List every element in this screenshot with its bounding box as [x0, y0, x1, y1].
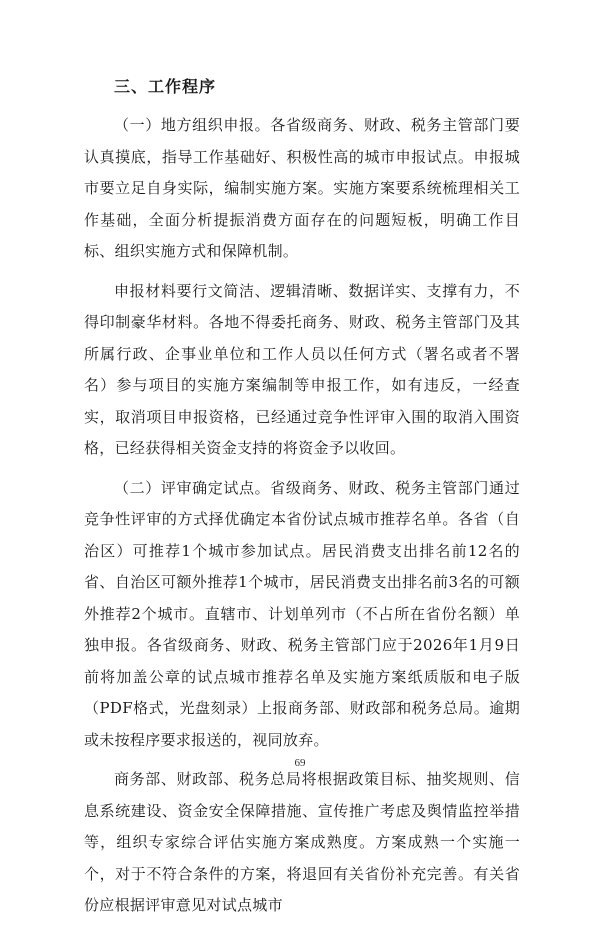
page-number: 69 — [294, 757, 306, 769]
paragraph-application-materials: 申报材料要行文简洁、逻辑清晰、数据详实、支撑有力，不得印制豪华材料。各地不得委托商务、财政、税务主管部门及其所属行政、企事业单位和工作人员以任何方式（署名或者不署名）参与项目的实施方案编制等申报工作，如有违反，一经查实，取消项目申报资格，已经通过竞争性评审入围的取消入围资格，已经获得相关资金支持的将资金予以收回。 — [84, 281, 520, 457]
paragraph-review-pilot: （二）评审确定试点。省级商务、财政、税务主管部门通过竞争性评审的方式择优确定本省份试点城市推荐名单。各省（自治区）可推荐1个城市参加试点。居民消费支出排名前12名的省、自治区可额外推荐1个城市，居民消费支出排名前3名的可额外推荐2个城市。直辖市、计划单列市（不占所在省份名额）单独申报。各省级商务、财政、税务主管部门应于2026年1月9日前将加盖公章的试点城市推荐名单及实施方案纸质版和电子版（PDF格式，光盘刻录）上报商务部、财政部和税务总局。逾期或未按程序要求报送的，视同放弃。 — [84, 478, 520, 749]
paragraph-local-application: （一）地方组织申报。各省级商务、财政、税务主管部门要认真摸底，指导工作基础好、积极性高的城市申报试点。申报城市要立足自身实际，编制实施方案。实施方案要系统梳理相关工作基础，全面分析提振消费方面存在的问题短板，明确工作目标、组织实施方式和保障机制。 — [84, 116, 520, 260]
section-heading: 三、工作程序 — [114, 77, 217, 96]
paragraph-evaluation: 商务部、财政部、税务总局将根据政策目标、抽奖规则、信息系统建设、资金安全保障措施、宣传推广考虑及舆情监控举措等，组织专家综合评估实施方案成熟度。方案成熟一个实施一个，对于不符合条件的方案，将退回有关省份补充完善。有关省份应根据评审意见对试点城市 — [84, 770, 520, 914]
page-content — [84, 70, 520, 930]
